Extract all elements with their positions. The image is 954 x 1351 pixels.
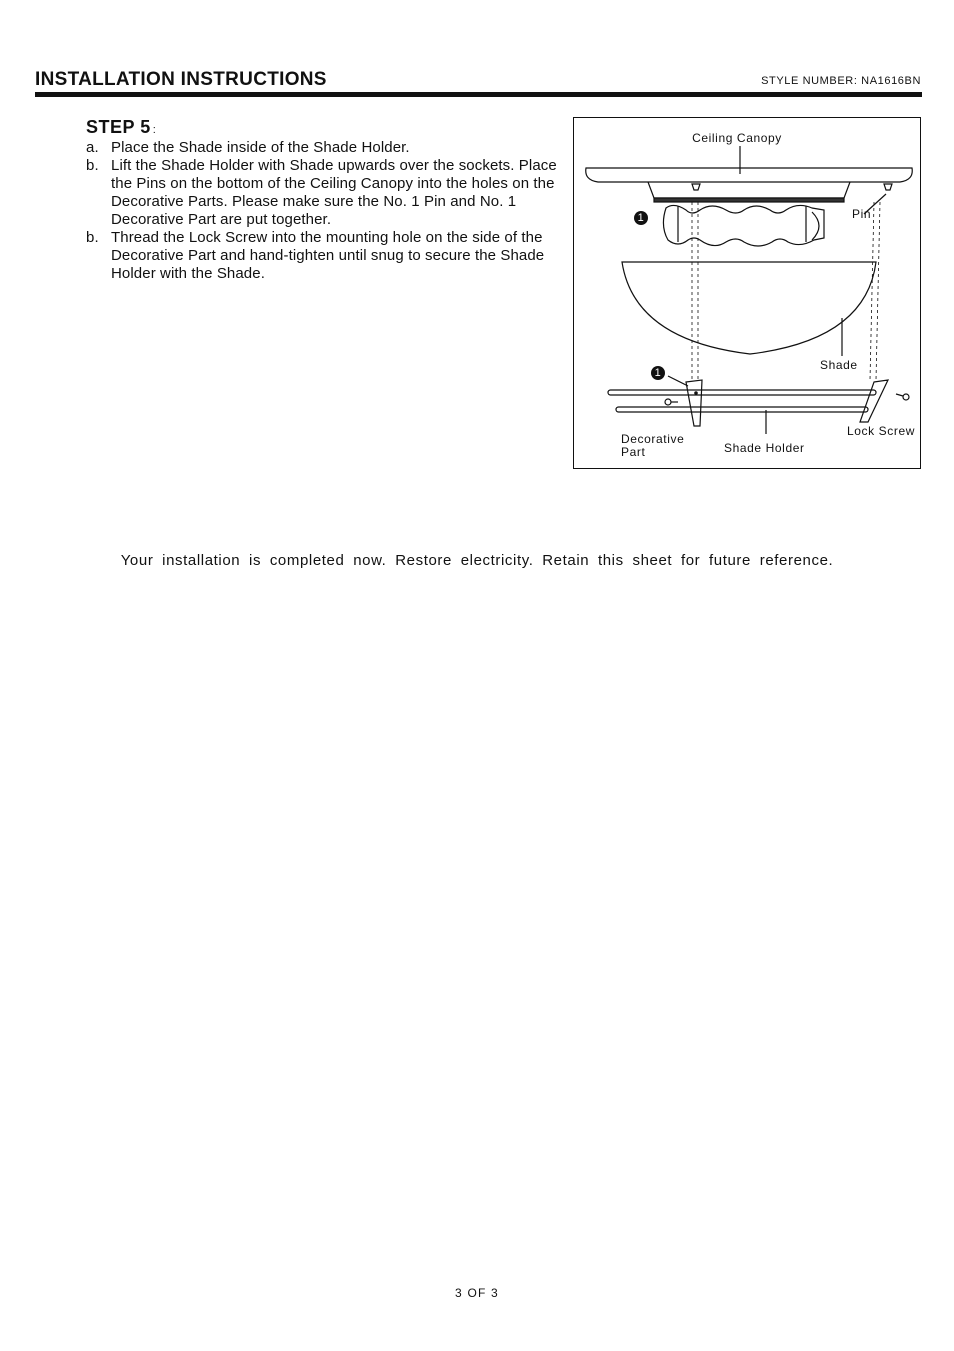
arrow-rotate-shape [812,212,819,240]
decorative-part-leader [668,376,688,386]
step-item-b [86,157,564,229]
assembly-illustration [574,118,920,468]
decorative-part-left-shape [686,380,702,426]
shade-bowl-shape [622,262,876,354]
shade-holder-rod-top [608,390,876,395]
badge-number-top: 1 [637,212,645,224]
step-instructions [86,139,564,283]
step-text: Place the Shade inside of the Shade Holder. [111,139,410,156]
style-number: STYLE NUMBER: NA1616BN [761,75,921,87]
ceiling-canopy-shape [586,168,913,182]
bulb-group-shape [663,205,824,246]
step-title [86,117,156,138]
header-divider [35,92,922,97]
canopy-hub-shape [648,182,850,198]
shade-holder-rod-bottom [616,407,868,412]
page-number: 3 OF 3 [455,1286,499,1300]
document-title: INSTALLATION INSTRUCTIONS [35,69,327,90]
mounting-plate [654,198,844,202]
assembly-diagram [573,117,921,469]
step-marker: b. [86,229,99,246]
decorative-part-right-shape [860,380,888,422]
step-marker: a. [86,139,99,156]
label-pin: Pin [852,207,872,221]
label-ceiling-canopy: Ceiling Canopy [692,131,782,145]
pin-left-shape [692,184,700,190]
step-title-text: STEP 5 [86,117,151,137]
label-decorative-part [621,433,684,459]
label-decorative-part-line2: Part [621,445,646,459]
alignment-line [870,202,874,380]
alignment-line [876,202,880,380]
step-item-c [86,229,564,283]
completion-message: Your installation is completed now. Restore electricity. Retain this sheet for future reference. [120,552,834,569]
step-text: Thread the Lock Screw into the mounting hole on the side of the Decorative Part and hand-tighten until snug to secure the Shade Holder with the Shade. [111,229,545,282]
badge-number-bottom: 1 [654,367,662,379]
step-title-colon: : [152,124,157,136]
label-decorative-part-line1: Decorative [621,432,685,446]
label-lock-screw: Lock Screw [847,424,916,438]
step-text: Lift the Shade Holder with Shade upwards over the sockets. Place the Pins on the bottom of the Ceiling Canopy into the holes on the Decorative Parts. Please make sure the No. 1 Pin and No. 1 Decorative Part are put together. [111,157,557,228]
lock-screw-left-shape [665,399,671,405]
label-shade-holder: Shade Holder [724,441,805,455]
label-shade: Shade [820,358,858,372]
pin-right-shape [884,184,892,190]
step-item-a [86,139,564,157]
step-marker: b. [86,157,99,174]
lock-screw-right-shape [903,394,909,400]
